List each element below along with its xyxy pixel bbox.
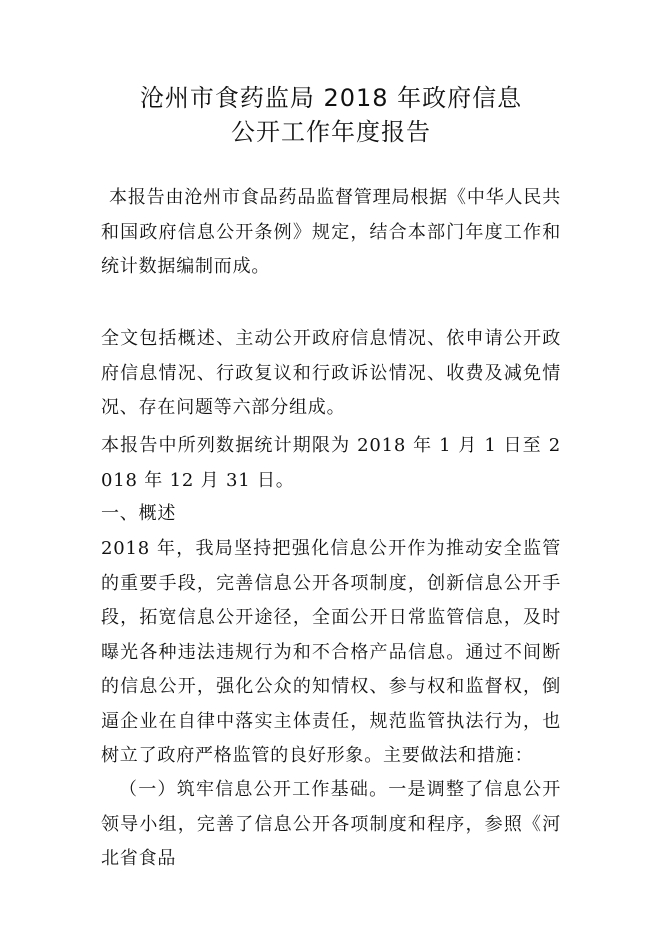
section-heading-overview: 一、概述	[101, 503, 177, 524]
overview-paragraph: 2018 年，我局坚持把强化信息公开作为推动安全监管的重要手段，完善信息公开各项制度，创新信息公开手段，拓宽信息公开途径，全面公开日常监管信息，及时曝光各种违法违规行为和不合格产品信息。通过不间断的信息公开，强化公众的知情权、参与权和监督权，倒逼企业在自律中落实主体责任，规范监管执法行为，也树立了政府严格监管的良好形象。主要做法和措施：	[101, 538, 561, 766]
measure-paragraph-1: （一）筑牢信息公开工作基础。一是调整了信息公开领导小组，完善了信息公开各项制度和程序，参照《河北省食品	[101, 779, 561, 869]
document-title-line-2: 公开工作年度报告	[231, 118, 431, 146]
scope-paragraph: 全文包括概述、主动公开政府信息情况、依申请公开政府信息情况、行政复议和行政诉讼情况、收费及减免情况、存在问题等六部分组成。	[101, 328, 561, 418]
statistics-period-paragraph: 本报告中所列数据统计期限为 2018 年 1 月 1 日至 2018 年 12 月 31 日。	[101, 435, 561, 491]
intro-paragraph: 本报告由沧州市食品药品监督管理局根据《中华人民共和国政府信息公开条例》规定，结合本部门年度工作和统计数据编制而成。	[101, 187, 561, 277]
document-title-line-1: 沧州市食药监局 2018 年政府信息	[139, 84, 523, 112]
